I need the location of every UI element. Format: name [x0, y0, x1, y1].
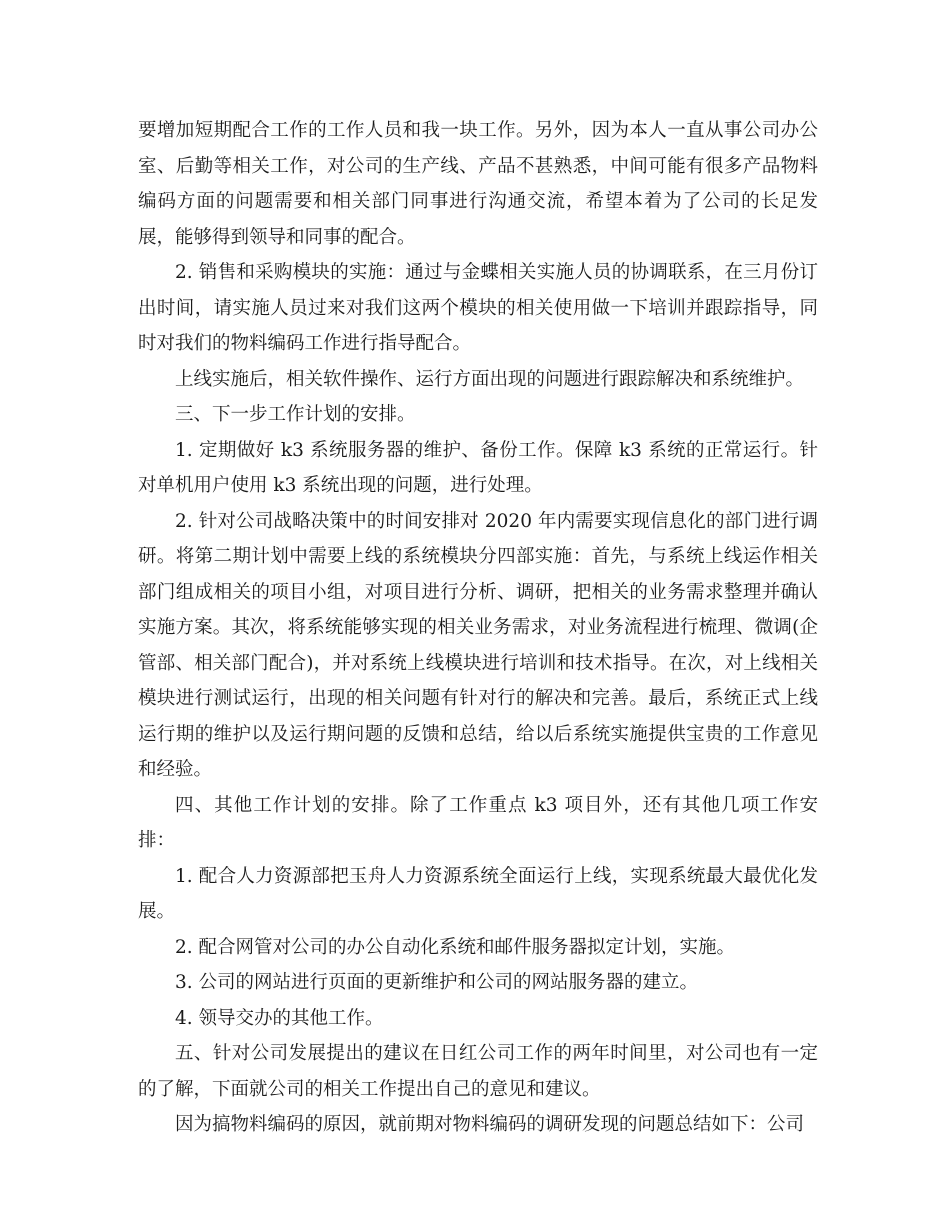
list-item-website: 3. 公司的网站进行页面的更新维护和公司的网站服务器的建立。 — [175, 972, 699, 993]
section-heading-suggestions: 五、针对公司发展提出的建议在日红公司工作的两年时间里，对公司也有一定的了解，下面就公司的相关工作提出自己的意见和建议。 — [138, 1043, 818, 1100]
section-heading-other-plans: 四、其他工作计划的安排。除了工作重点 k3 项目外，还有其他几项工作安排： — [138, 794, 818, 851]
paragraph-informatization-research: 2. 针对公司战略决策中的时间安排对 2020 年内需要实现信息化的部门进行调研。将第二期计划中需要上线的系统模块分四部实施：首先，与系统上线运作相关部门组成相关的项目小组，对项目进行分析、调研，把相关的业务需求整理并确认实施方案。其次，将系统能够实现的相关业务需求，对业务流程进行梳理、微调(企管部、相关部门配合)，并对系统上线模块进行培训和技术指导。在次，对上线相关模块进行测试运行，出现的相关问题有针对行的解决和完善。最后，系统正式上线运行期的维护以及运行期问题的反馈和总结，给以后系统实施提供宝贵的工作意见和经验。 — [138, 510, 818, 780]
paragraph-sales-purchase-module: 2. 销售和采购模块的实施：通过与金蝶相关实施人员的协调联系，在三月份订出时间，请实施人员过来对我们这两个模块的相关使用做一下培训并跟踪指导，同时对我们的物料编码工作进行指导配合。 — [138, 262, 818, 354]
list-item-other-tasks: 4. 领导交办的其他工作。 — [175, 1007, 384, 1029]
list-item-hr-system: 1. 配合人力资源部把玉舟人力资源系统全面运行上线，实现系统最大最优化发展。 — [138, 865, 818, 922]
paragraph-material-coding: 因为搞物料编码的原因，就前期对物料编码的调研发现的问题总结如下：公司 — [175, 1114, 805, 1135]
paragraph-continuation: 要增加短期配合工作的工作人员和我一块工作。另外，因为本人一直从事公司办公室、后勤等相关工作，对公司的生产线、产品不甚熟悉，中间可能有很多产品物料编码方面的问题需要和相关部门同事进行沟通交流，希望本着为了公司的长足发展，能够得到领导和同事的配合。 — [138, 120, 818, 248]
document-body — [138, 113, 818, 1143]
list-item-office-automation: 2. 配合网管对公司的办公自动化系统和邮件服务器拟定计划，实施。 — [175, 936, 736, 958]
paragraph-post-launch: 上线实施后，相关软件操作、运行方面出现的问题进行跟踪解决和系统维护。 — [175, 368, 805, 390]
section-heading-next-plan: 三、下一步工作计划的安排。 — [175, 404, 416, 425]
paragraph-k3-maintenance: 1. 定期做好 k3 系统服务器的维护、备份工作。保障 k3 系统的正常运行。针对单机用户使用 k3 系统出现的问题，进行处理。 — [138, 439, 818, 496]
